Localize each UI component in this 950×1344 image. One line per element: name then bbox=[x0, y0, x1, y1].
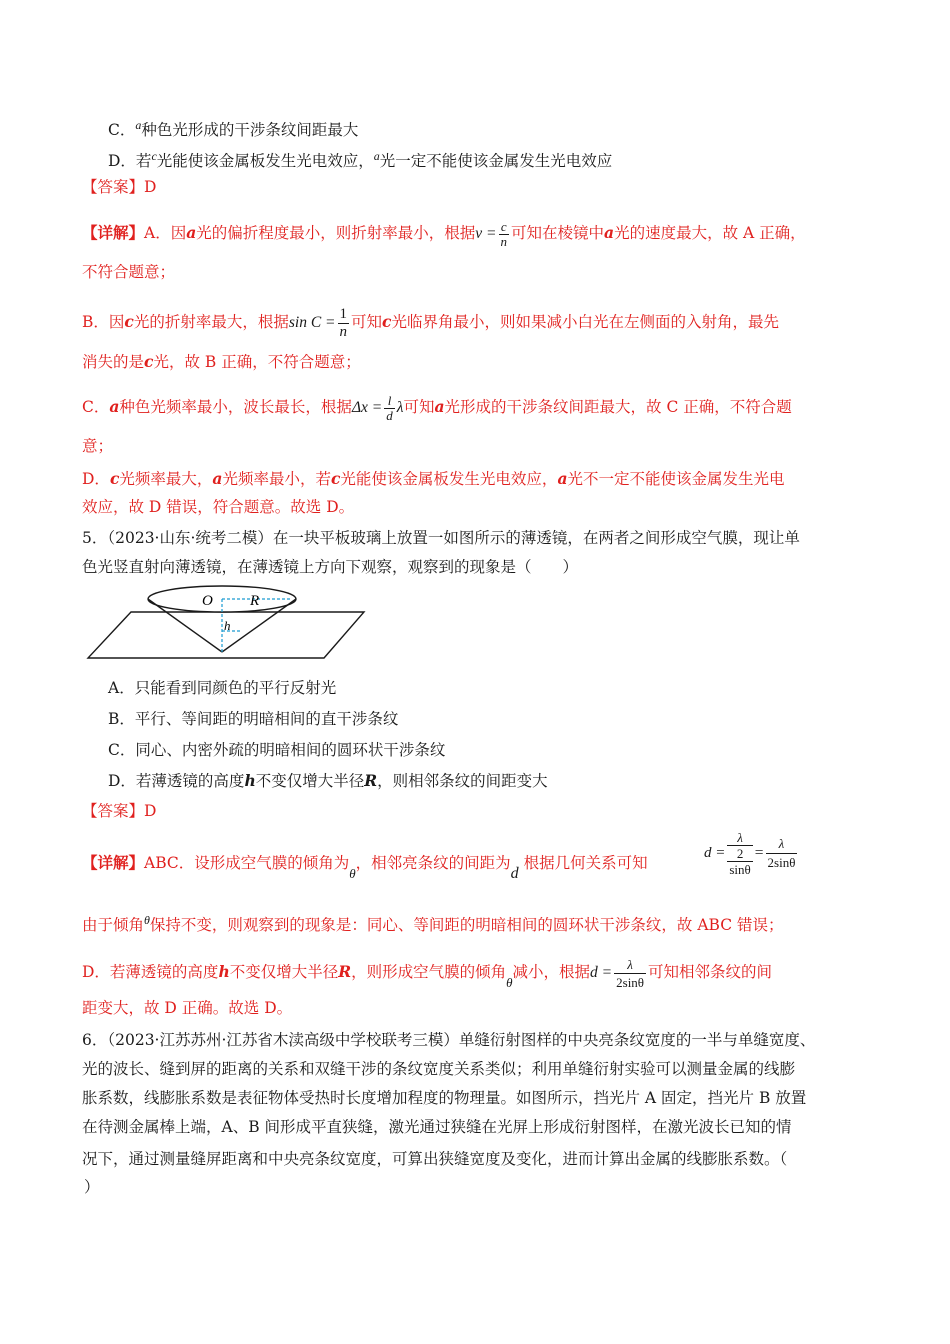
denominator: 2sinθ bbox=[616, 975, 645, 990]
math-var: a bbox=[135, 118, 142, 132]
q4-option-c bbox=[108, 115, 358, 140]
text: 消失的是 bbox=[82, 353, 145, 371]
denominator: sinθ bbox=[729, 862, 751, 877]
q5-option-b: B．平行、等间距的明暗相间的直干涉条纹 bbox=[108, 710, 399, 728]
q6-stem-line3: 胀系数，线膨胀系数是表征物体受热时长度增加程度的物理量。如图所示，挡光片 A 固定，挡光片 B 放置 bbox=[82, 1089, 807, 1107]
text: 光的折射率最大，根据 bbox=[133, 313, 289, 332]
q6-stem-line5: 况下，通过测量缝屏距离和中央亮条纹宽度，可算出狭缝宽度及变化，进而计算出金属的线膨胀系数。（ bbox=[82, 1150, 788, 1168]
formula-lhs: sin C = bbox=[288, 314, 336, 332]
q5-stem-line2: 色光竖直射向薄透镜，在薄透镜上方向下观察，观察到的现象是（ ） bbox=[82, 558, 579, 576]
fraction bbox=[766, 835, 798, 872]
numerator: l bbox=[387, 393, 392, 408]
lambda: λ bbox=[396, 399, 404, 417]
math-var: a bbox=[604, 223, 615, 243]
denominator: n bbox=[500, 234, 507, 249]
math-var: a bbox=[373, 149, 380, 163]
option-text: 光一定不能使该金属发生光电效应 bbox=[379, 152, 613, 170]
math-var: d bbox=[510, 865, 519, 882]
math-var: c bbox=[330, 469, 341, 488]
q4-answer: 【答案】D bbox=[82, 178, 157, 196]
text: 减小，根据 bbox=[512, 963, 591, 982]
text: C． bbox=[82, 398, 110, 417]
q6-stem-line6: ） bbox=[84, 1178, 100, 1196]
text: 光能使该金属板发生光电效应， bbox=[340, 470, 558, 488]
option-text: 种色光形成的干涉条纹间距最大 bbox=[141, 121, 359, 139]
fraction bbox=[338, 306, 350, 341]
formula-lhs: d = bbox=[590, 964, 613, 982]
q4-detail-d bbox=[82, 469, 785, 489]
option-text: 光能使该金属板发生光电效应， bbox=[156, 152, 374, 170]
math-var: a bbox=[212, 469, 223, 488]
math-var: c bbox=[151, 149, 157, 163]
q5-detail-line4: 距变大，故 D 正确。故选 D。 bbox=[82, 999, 293, 1017]
q5-detail-line3 bbox=[82, 956, 772, 993]
option-label: D．若 bbox=[108, 152, 152, 170]
text: 光不一定不能使该金属发生光电 bbox=[567, 470, 785, 488]
text: 光的速度最大，故 A 正确， bbox=[614, 224, 806, 243]
q6-stem-line4: 在待测金属棒上端，A、B 间形成平直狭缝，激光通过狭缝在光屏上形成衍射图样，在激光波长已知的情 bbox=[82, 1118, 792, 1136]
denominator: d bbox=[386, 408, 393, 423]
q4-option-d bbox=[108, 146, 612, 171]
text: D．若薄透镜的高度 bbox=[108, 772, 245, 790]
text: D． bbox=[82, 470, 110, 488]
text: 种色光频率最小，波长最长，根据 bbox=[119, 398, 352, 417]
denominator: n bbox=[339, 324, 347, 340]
math-var: θ bbox=[349, 866, 356, 881]
text: 光的偏折程度最小，则折射率最小，根据 bbox=[196, 224, 476, 243]
numerator: c bbox=[500, 219, 507, 234]
text: ，则形成空气膜的倾角 bbox=[351, 963, 507, 982]
math-var: R bbox=[364, 771, 378, 790]
q5-stem-line1: 5．（2023·山东·统考二模）在一块平板玻璃上放置一如图所示的薄透镜，在两者之间形成空气膜，现让单 bbox=[82, 529, 800, 547]
q4-detail-b-cont bbox=[82, 352, 361, 372]
equals: = bbox=[754, 844, 764, 862]
text: 根据几何关系可知 bbox=[523, 854, 648, 872]
math-var: θ bbox=[506, 975, 513, 991]
math-var: R bbox=[338, 962, 352, 982]
formula-dx bbox=[351, 393, 404, 423]
math-var: c bbox=[382, 312, 392, 332]
text: 不变仅增大半径 bbox=[255, 772, 365, 790]
math-var: θ bbox=[144, 913, 150, 927]
detail-tag: 【详解】 bbox=[82, 853, 145, 872]
q5-option-c: C．同心、内密外疏的明暗相间的圆环状干涉条纹 bbox=[108, 741, 446, 759]
numerator-two: 2 bbox=[727, 845, 752, 861]
option-label: C． bbox=[108, 121, 136, 139]
label-R: R bbox=[250, 593, 260, 609]
math-var: c bbox=[109, 469, 120, 488]
text: 可知在棱镜中 bbox=[511, 224, 605, 243]
q4-detail-b bbox=[82, 306, 779, 341]
fraction bbox=[727, 830, 752, 877]
text: B．因 bbox=[82, 313, 125, 332]
numerator-lambda: λ bbox=[737, 830, 743, 845]
fraction bbox=[499, 220, 510, 249]
q4-detail-a-cont: 不符合题意； bbox=[82, 263, 176, 281]
formula-v bbox=[475, 219, 511, 249]
q5-detail-line2 bbox=[82, 910, 784, 935]
q6-stem-line2: 光的波长、缝到屏的距离的关系和双缝干涉的条纹宽度关系类似；利用单缝衍射实验可以测量金属的线膨 bbox=[82, 1060, 796, 1078]
text: 由于倾角 bbox=[82, 916, 145, 934]
text: A．因 bbox=[144, 224, 187, 243]
q5-answer: 【答案】D bbox=[82, 802, 157, 820]
text: ABC．设形成空气膜的倾角为 bbox=[144, 854, 350, 872]
q4-detail-c bbox=[82, 394, 792, 423]
math-var: a bbox=[186, 223, 197, 243]
numerator: λ bbox=[778, 836, 785, 851]
math-var: c bbox=[144, 352, 154, 371]
text: 保持不变，则观察到的现象是：同心、等间距的明暗相间的圆环状干涉条纹，故 ABC 错误； bbox=[149, 916, 784, 934]
math-var: h bbox=[244, 771, 256, 790]
formula-lhs: v = bbox=[475, 225, 497, 243]
text: 光，故 B 正确，不符合题意； bbox=[153, 353, 361, 371]
text: ，相邻亮条纹的间距为 bbox=[355, 854, 511, 872]
q4-detail-d-cont: 效应，故 D 错误，符合题意。故选 D。 bbox=[82, 498, 355, 516]
fraction bbox=[384, 394, 395, 423]
detail-tag: 【详解】 bbox=[82, 223, 145, 243]
math-var: a bbox=[109, 397, 120, 417]
math-var: a bbox=[434, 397, 445, 417]
formula-lhs: Δx = bbox=[351, 399, 383, 417]
thin-lens-figure bbox=[86, 582, 376, 666]
text: 光频率最大， bbox=[119, 470, 213, 488]
fraction bbox=[614, 956, 646, 991]
text: 光形成的干涉条纹间距最大，故 C 正确，不符合题 bbox=[444, 398, 792, 417]
formula-lhs: d = bbox=[704, 845, 726, 861]
label-h: h bbox=[224, 618, 231, 633]
q4-detail-a bbox=[82, 220, 806, 249]
numerator: 1 bbox=[339, 306, 347, 322]
q5-option-a: A．只能看到同颜色的平行反射光 bbox=[108, 679, 337, 697]
numerator: λ bbox=[627, 957, 633, 972]
q4-detail-c-cont: 意； bbox=[82, 437, 114, 455]
q5-option-d bbox=[108, 771, 548, 791]
formula-d-geometry bbox=[704, 830, 799, 877]
denominator: 2sinθ bbox=[767, 855, 796, 870]
text: ，则相邻条纹的间距变大 bbox=[377, 772, 548, 790]
math-var: c bbox=[124, 312, 134, 332]
text: 光临界角最小，则如果减小白光在左侧面的入射角，最先 bbox=[391, 313, 779, 332]
text: 可知相邻条纹的间 bbox=[648, 963, 773, 982]
text: 可知 bbox=[351, 313, 383, 332]
formula-sinC bbox=[288, 306, 351, 340]
text: 不变仅增大半径 bbox=[229, 963, 339, 982]
q6-stem-line1: 6．（2023·江苏苏州·江苏省木渎高级中学校联考三模）单缝衍射图样的中央亮条纹宽度的一半与单缝宽度、 bbox=[82, 1031, 816, 1049]
text: 光频率最小，若 bbox=[222, 470, 331, 488]
math-var: h bbox=[218, 962, 230, 982]
text: D．若薄透镜的高度 bbox=[82, 963, 219, 982]
text: 可知 bbox=[403, 398, 435, 417]
q5-detail-line1 bbox=[82, 853, 648, 884]
math-var: a bbox=[557, 469, 568, 488]
label-O: O bbox=[202, 593, 213, 609]
